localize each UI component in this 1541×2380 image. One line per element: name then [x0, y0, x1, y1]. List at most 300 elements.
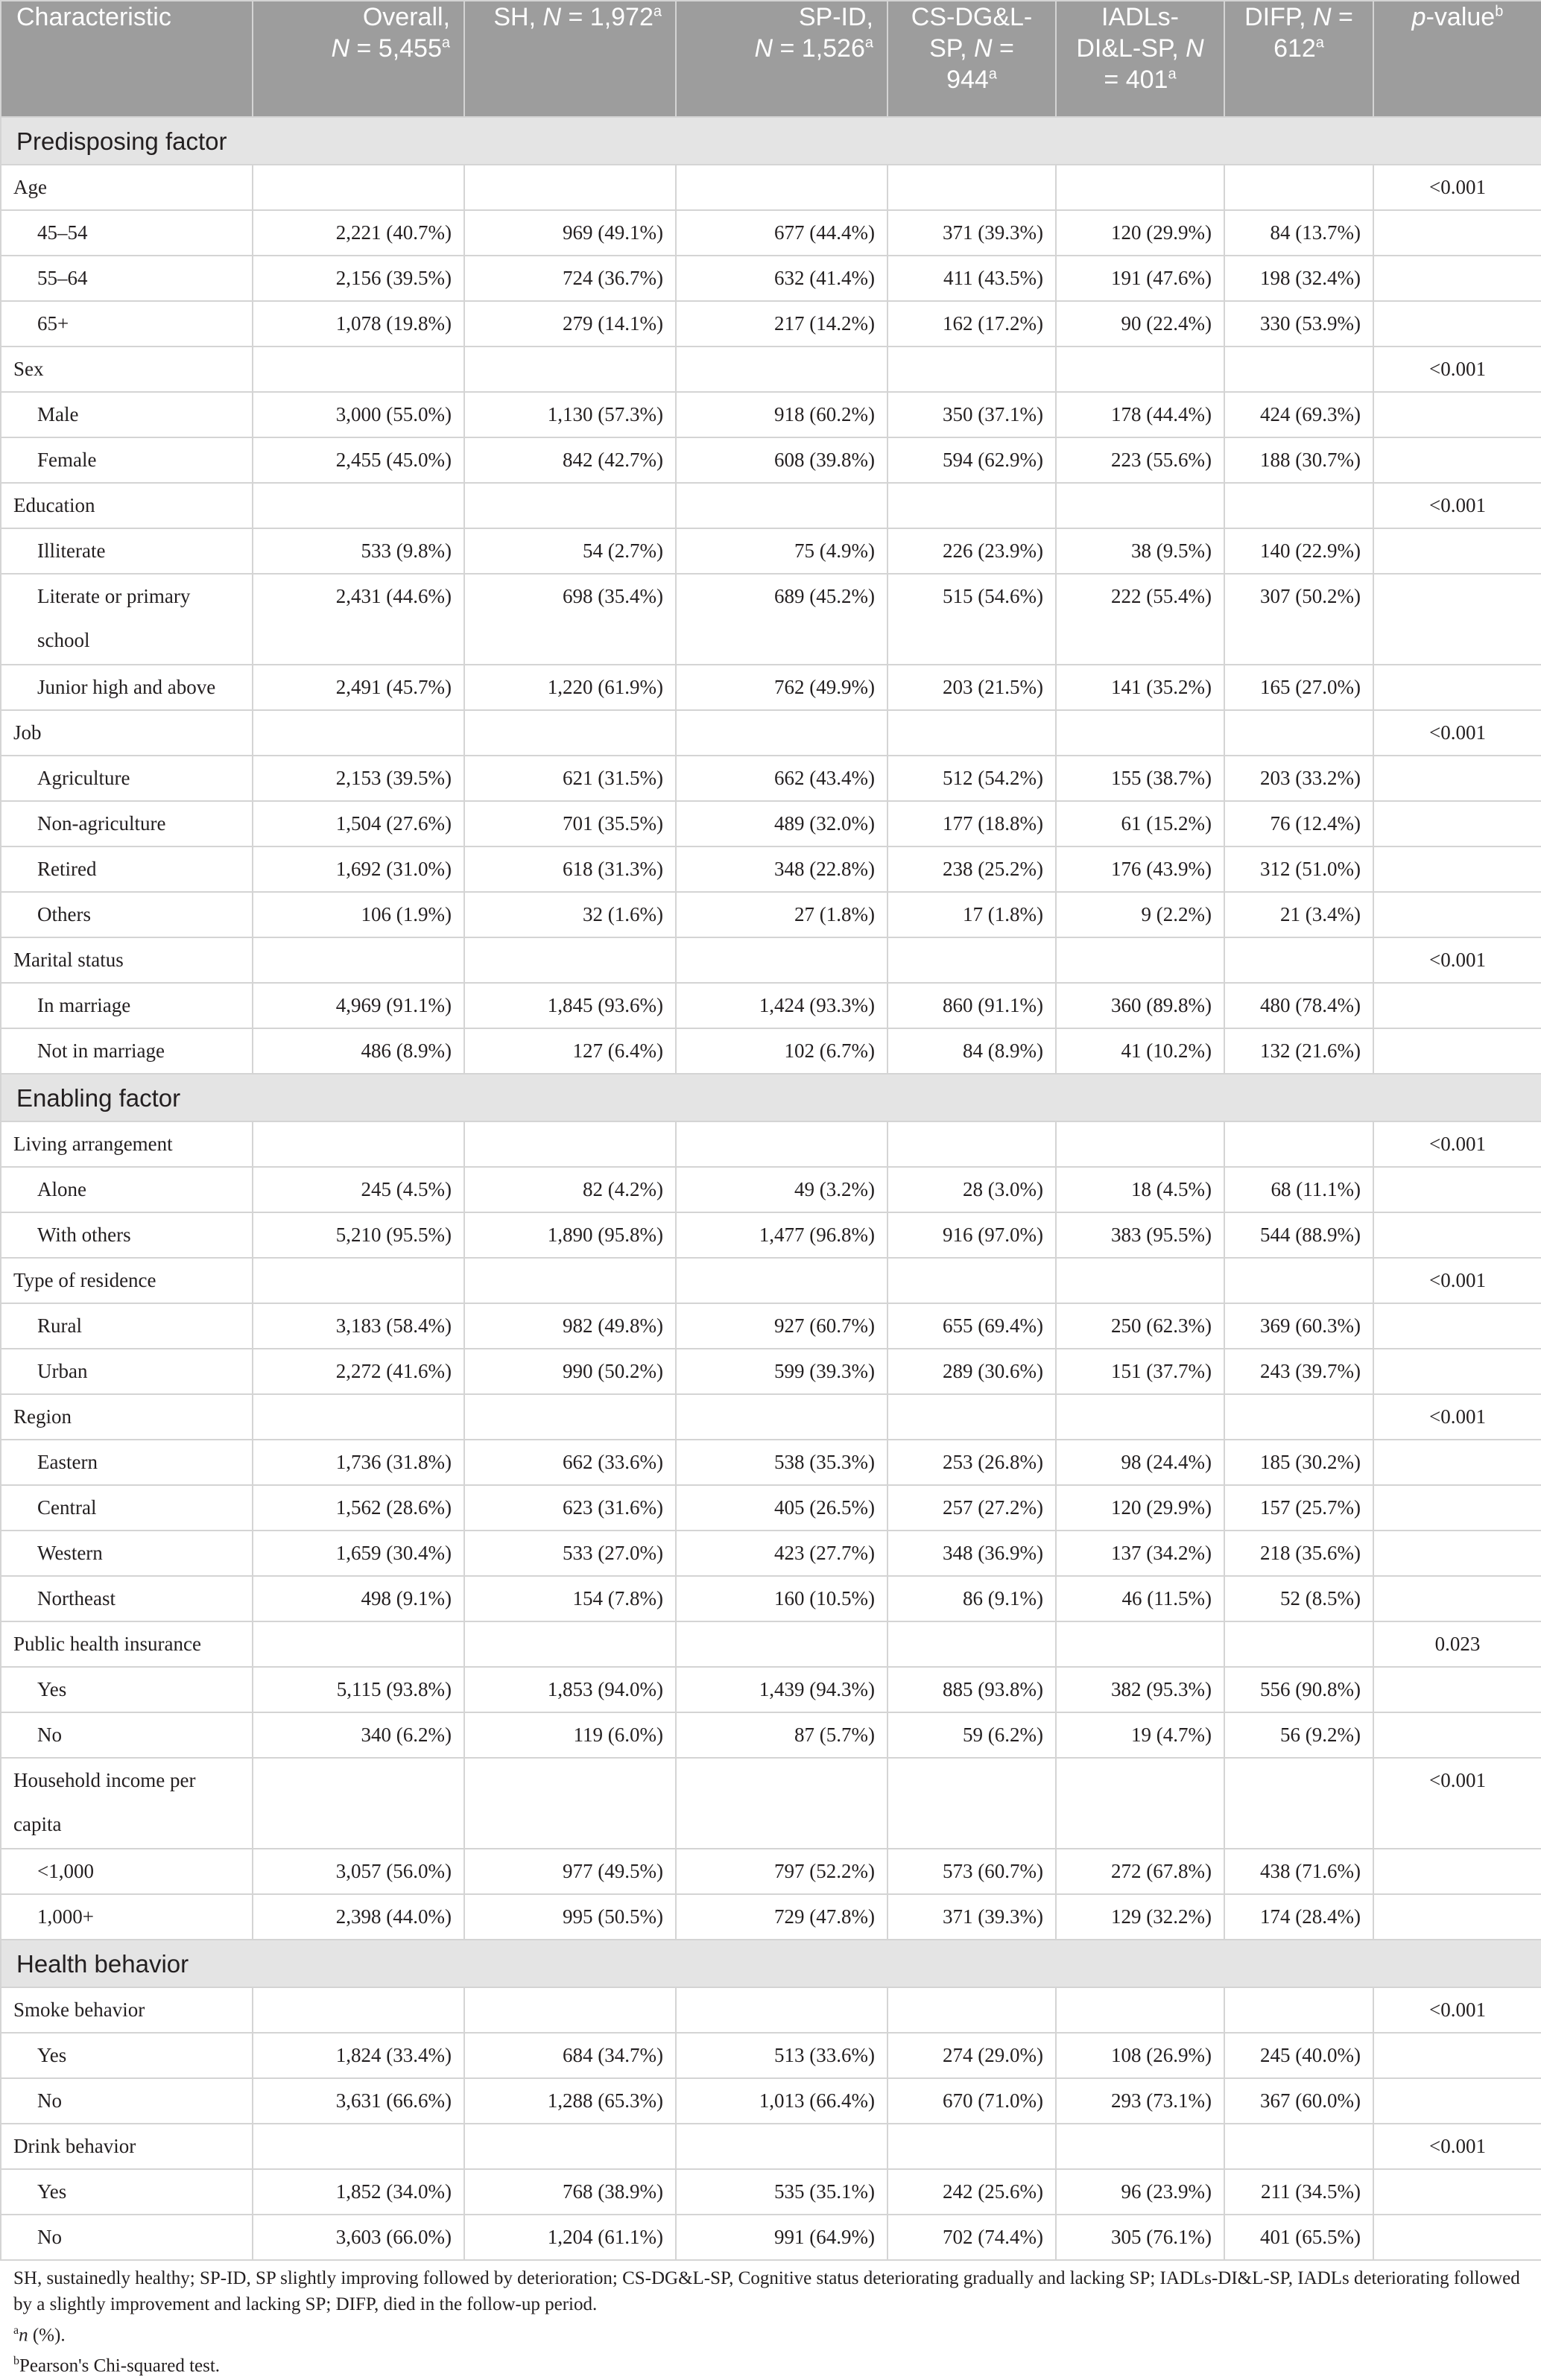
value-sp-id: 87 (5.7%) [676, 1712, 887, 1758]
p-value: <0.001 [1373, 483, 1541, 528]
value-sh: 154 (7.8%) [464, 1576, 676, 1621]
empty-cell [1373, 1712, 1541, 1758]
empty-cell [464, 1621, 676, 1667]
empty-cell [464, 1121, 676, 1167]
value-sh: 990 (50.2%) [464, 1349, 676, 1394]
value-difp: 185 (30.2%) [1224, 1440, 1373, 1485]
p-value: <0.001 [1373, 1121, 1541, 1167]
value-sp-id: 1,439 (94.3%) [676, 1667, 887, 1712]
col-header-sh: SH, N = 1,972$^a$ [464, 1, 676, 117]
empty-cell [1373, 756, 1541, 801]
variable-label: Marital status [1, 937, 253, 983]
value-cs-dgl-sp: 702 (74.4%) [887, 2215, 1056, 2260]
p-value: <0.001 [1373, 346, 1541, 392]
p-value: <0.001 [1373, 2124, 1541, 2169]
empty-cell [676, 165, 887, 210]
empty-cell [1373, 1028, 1541, 1074]
value-sh: 982 (49.8%) [464, 1303, 676, 1349]
table-row [1, 801, 1541, 846]
p-value: <0.001 [1373, 710, 1541, 756]
empty-cell [1056, 346, 1224, 392]
variable-label: Living arrangement [1, 1121, 253, 1167]
table-row [1, 1576, 1541, 1621]
empty-cell [1373, 665, 1541, 710]
value-cs-dgl-sp: 655 (69.4%) [887, 1303, 1056, 1349]
table-row [1, 346, 1541, 392]
category-label: No [1, 2215, 253, 2260]
variable-label: Job [1, 710, 253, 756]
empty-cell [1373, 574, 1541, 665]
value-iadls: 223 (55.6%) [1056, 437, 1224, 483]
value-iadls: 222 (55.4%) [1056, 574, 1224, 665]
table-row [1, 1394, 1541, 1440]
value-iadls: 360 (89.8%) [1056, 983, 1224, 1028]
value-sp-id: 927 (60.7%) [676, 1303, 887, 1349]
table-row [1, 937, 1541, 983]
empty-cell [887, 1394, 1056, 1440]
value-overall: 245 (4.5%) [253, 1167, 464, 1212]
table-header [1, 1, 1541, 117]
empty-cell [1224, 165, 1373, 210]
table-row [1, 1258, 1541, 1303]
value-iadls: 96 (23.9%) [1056, 2169, 1224, 2215]
category-label: Western [1, 1531, 253, 1576]
value-difp: 369 (60.3%) [1224, 1303, 1373, 1349]
empty-cell [1224, 2124, 1373, 2169]
section-title: Enabling factor [1, 1074, 1541, 1121]
empty-cell [253, 1987, 464, 2033]
value-overall: 5,210 (95.5%) [253, 1212, 464, 1258]
table-row [1, 2169, 1541, 2215]
value-cs-dgl-sp: 238 (25.2%) [887, 846, 1056, 892]
category-label: Retired [1, 846, 253, 892]
p-value: <0.001 [1373, 165, 1541, 210]
variable-label: Public health insurance [1, 1621, 253, 1667]
empty-cell [253, 165, 464, 210]
table-row [1, 1028, 1541, 1074]
table-row [1, 1440, 1541, 1485]
footnote-abbreviations: SH, sustainedly healthy; SP-ID, SP slightly improving followed by deterioration; CS-DG&L-SP, Cognitive status deteriorating gradually and lacking SP; IADLs-DI&L-SP, IADLs deteriorating followed by a slightly improvement and lacking SP; DIFP, died in the follow-up period. [13, 2268, 1520, 2314]
col-header-difp: DIFP, N = $612^a$ [1224, 1, 1373, 117]
value-iadls: 38 (9.5%) [1056, 528, 1224, 574]
table-row [1, 2033, 1541, 2078]
table-row [1, 165, 1541, 210]
category-label: Female [1, 437, 253, 483]
value-iadls: 305 (76.1%) [1056, 2215, 1224, 2260]
empty-cell [253, 483, 464, 528]
variable-label: Smoke behavior [1, 1987, 253, 2033]
table-row [1, 2215, 1541, 2260]
empty-cell [1056, 1258, 1224, 1303]
value-overall: 3,057 (56.0%) [253, 1849, 464, 1894]
category-label: Not in marriage [1, 1028, 253, 1074]
empty-cell [1373, 1440, 1541, 1485]
value-cs-dgl-sp: 253 (26.8%) [887, 1440, 1056, 1485]
empty-cell [1224, 1394, 1373, 1440]
empty-cell [676, 1621, 887, 1667]
table-row [1, 2078, 1541, 2124]
value-sh: 119 (6.0%) [464, 1712, 676, 1758]
value-iadls: 9 (2.2%) [1056, 892, 1224, 937]
value-iadls: 120 (29.9%) [1056, 210, 1224, 256]
value-overall: 2,455 (45.0%) [253, 437, 464, 483]
empty-cell [1056, 2124, 1224, 2169]
value-cs-dgl-sp: 177 (18.8%) [887, 801, 1056, 846]
category-label: Central [1, 1485, 253, 1531]
value-difp: 438 (71.6%) [1224, 1849, 1373, 1894]
section-title: Predisposing factor [1, 117, 1541, 165]
value-sp-id: 797 (52.2%) [676, 1849, 887, 1894]
value-difp: 84 (13.7%) [1224, 210, 1373, 256]
value-overall: 2,156 (39.5%) [253, 256, 464, 301]
value-sh: 54 (2.7%) [464, 528, 676, 574]
value-difp: 556 (90.8%) [1224, 1667, 1373, 1712]
value-difp: 367 (60.0%) [1224, 2078, 1373, 2124]
p-value: <0.001 [1373, 1987, 1541, 2033]
col-header-sp-id: SP-ID, N = 1,526$^a$ [676, 1, 887, 117]
category-label: Non-agriculture [1, 801, 253, 846]
empty-cell [887, 165, 1056, 210]
empty-cell [464, 165, 676, 210]
value-overall: 106 (1.9%) [253, 892, 464, 937]
value-sp-id: 489 (32.0%) [676, 801, 887, 846]
value-difp: 203 (33.2%) [1224, 756, 1373, 801]
table-row [1, 528, 1541, 574]
empty-cell [676, 1121, 887, 1167]
table-row [1, 1167, 1541, 1212]
value-sp-id: 729 (47.8%) [676, 1894, 887, 1940]
p-value: <0.001 [1373, 1758, 1541, 1849]
empty-cell [464, 2124, 676, 2169]
empty-cell [1373, 2033, 1541, 2078]
p-value: <0.001 [1373, 1258, 1541, 1303]
value-cs-dgl-sp: 59 (6.2%) [887, 1712, 1056, 1758]
empty-cell [887, 346, 1056, 392]
table-row [1, 1712, 1541, 1758]
value-overall: 4,969 (91.1%) [253, 983, 464, 1028]
value-iadls: 293 (73.1%) [1056, 2078, 1224, 2124]
empty-cell [253, 2124, 464, 2169]
value-overall: 3,000 (55.0%) [253, 392, 464, 437]
empty-cell [253, 1258, 464, 1303]
value-difp: 330 (53.9%) [1224, 301, 1373, 346]
value-cs-dgl-sp: 86 (9.1%) [887, 1576, 1056, 1621]
value-sh: 1,845 (93.6%) [464, 983, 676, 1028]
value-sh: 1,890 (95.8%) [464, 1212, 676, 1258]
variable-label: Household income per capita [1, 1758, 253, 1849]
value-sh: 995 (50.5%) [464, 1894, 676, 1940]
value-overall: 1,659 (30.4%) [253, 1531, 464, 1576]
value-overall: 2,153 (39.5%) [253, 756, 464, 801]
value-sh: 1,853 (94.0%) [464, 1667, 676, 1712]
value-sh: 32 (1.6%) [464, 892, 676, 937]
value-overall: 498 (9.1%) [253, 1576, 464, 1621]
empty-cell [1056, 483, 1224, 528]
value-sp-id: 538 (35.3%) [676, 1440, 887, 1485]
value-difp: 424 (69.3%) [1224, 392, 1373, 437]
empty-cell [1373, 1531, 1541, 1576]
table-row [1, 665, 1541, 710]
value-overall: 2,431 (44.6%) [253, 574, 464, 665]
value-sh: 698 (35.4%) [464, 574, 676, 665]
value-sp-id: 102 (6.7%) [676, 1028, 887, 1074]
value-difp: 312 (51.0%) [1224, 846, 1373, 892]
empty-cell [464, 710, 676, 756]
value-cs-dgl-sp: 371 (39.3%) [887, 210, 1056, 256]
value-sp-id: 160 (10.5%) [676, 1576, 887, 1621]
value-sh: 279 (14.1%) [464, 301, 676, 346]
category-label: Others [1, 892, 253, 937]
p-value: <0.001 [1373, 937, 1541, 983]
value-overall: 2,221 (40.7%) [253, 210, 464, 256]
value-difp: 198 (32.4%) [1224, 256, 1373, 301]
value-cs-dgl-sp: 28 (3.0%) [887, 1167, 1056, 1212]
value-cs-dgl-sp: 573 (60.7%) [887, 1849, 1056, 1894]
value-difp: 218 (35.6%) [1224, 1531, 1373, 1576]
value-sh: 701 (35.5%) [464, 801, 676, 846]
category-label: Alone [1, 1167, 253, 1212]
table-row [1, 1121, 1541, 1167]
empty-cell [1224, 1758, 1373, 1849]
value-sp-id: 75 (4.9%) [676, 528, 887, 574]
value-iadls: 120 (29.9%) [1056, 1485, 1224, 1531]
category-label: Junior high and above [1, 665, 253, 710]
value-sp-id: 423 (27.7%) [676, 1531, 887, 1576]
category-label: 45–54 [1, 210, 253, 256]
category-label: In marriage [1, 983, 253, 1028]
value-cs-dgl-sp: 348 (36.9%) [887, 1531, 1056, 1576]
table-row [1, 846, 1541, 892]
table-row [1, 1987, 1541, 2033]
table-row [1, 483, 1541, 528]
empty-cell [887, 710, 1056, 756]
value-difp: 76 (12.4%) [1224, 801, 1373, 846]
value-sp-id: 608 (39.8%) [676, 437, 887, 483]
empty-cell [1373, 301, 1541, 346]
category-label: No [1, 2078, 253, 2124]
table-row [1, 574, 1541, 665]
empty-cell [1224, 937, 1373, 983]
value-sp-id: 991 (64.9%) [676, 2215, 887, 2260]
value-cs-dgl-sp: 350 (37.1%) [887, 392, 1056, 437]
table-row [1, 437, 1541, 483]
value-overall: 3,603 (66.0%) [253, 2215, 464, 2260]
empty-cell [676, 1987, 887, 2033]
value-overall: 486 (8.9%) [253, 1028, 464, 1074]
col-header-characteristic: Characteristic [1, 1, 253, 117]
value-sp-id: 677 (44.4%) [676, 210, 887, 256]
table-row [1, 983, 1541, 1028]
value-overall: 2,491 (45.7%) [253, 665, 464, 710]
value-overall: 1,504 (27.6%) [253, 801, 464, 846]
category-label: With others [1, 1212, 253, 1258]
empty-cell [1224, 1258, 1373, 1303]
category-label: Eastern [1, 1440, 253, 1485]
empty-cell [1373, 1667, 1541, 1712]
empty-cell [676, 2124, 887, 2169]
empty-cell [1224, 346, 1373, 392]
table-row [1, 1621, 1541, 1667]
category-label: Male [1, 392, 253, 437]
value-difp: 480 (78.4%) [1224, 983, 1373, 1028]
value-difp: 174 (28.4%) [1224, 1894, 1373, 1940]
table-row [1, 2124, 1541, 2169]
value-iadls: 98 (24.4%) [1056, 1440, 1224, 1485]
empty-cell [1373, 2078, 1541, 2124]
empty-cell [464, 937, 676, 983]
value-difp: 307 (50.2%) [1224, 574, 1373, 665]
value-sh: 1,204 (61.1%) [464, 2215, 676, 2260]
empty-cell [1373, 2169, 1541, 2215]
value-iadls: 382 (95.3%) [1056, 1667, 1224, 1712]
value-overall: 5,115 (93.8%) [253, 1667, 464, 1712]
category-label: No [1, 1712, 253, 1758]
value-sp-id: 918 (60.2%) [676, 392, 887, 437]
value-cs-dgl-sp: 203 (21.5%) [887, 665, 1056, 710]
value-difp: 188 (30.7%) [1224, 437, 1373, 483]
value-difp: 56 (9.2%) [1224, 1712, 1373, 1758]
value-cs-dgl-sp: 242 (25.6%) [887, 2169, 1056, 2215]
empty-cell [887, 1987, 1056, 2033]
empty-cell [464, 483, 676, 528]
value-overall: 2,272 (41.6%) [253, 1349, 464, 1394]
empty-cell [676, 483, 887, 528]
empty-cell [464, 346, 676, 392]
value-difp: 544 (88.9%) [1224, 1212, 1373, 1258]
value-difp: 68 (11.1%) [1224, 1167, 1373, 1212]
value-sh: 842 (42.7%) [464, 437, 676, 483]
category-label: Yes [1, 1667, 253, 1712]
table-row [1, 1894, 1541, 1940]
footnote-b: $^b$Pearson's Chi-squared test. [13, 2355, 221, 2376]
value-sp-id: 348 (22.8%) [676, 846, 887, 892]
value-iadls: 18 (4.5%) [1056, 1167, 1224, 1212]
empty-cell [887, 1121, 1056, 1167]
value-sp-id: 1,424 (93.3%) [676, 983, 887, 1028]
variable-label: Sex [1, 346, 253, 392]
value-iadls: 61 (15.2%) [1056, 801, 1224, 846]
value-iadls: 108 (26.9%) [1056, 2033, 1224, 2078]
category-label: Yes [1, 2169, 253, 2215]
category-label: Northeast [1, 1576, 253, 1621]
value-difp: 52 (8.5%) [1224, 1576, 1373, 1621]
value-difp: 211 (34.5%) [1224, 2169, 1373, 2215]
footnote-a: $^a$n (%). [13, 2324, 66, 2346]
table-row [1, 301, 1541, 346]
value-sh: 82 (4.2%) [464, 1167, 676, 1212]
col-header-iadls: IADLs- DI&L-SP, N = $401^a$ [1056, 1, 1224, 117]
empty-cell [253, 1394, 464, 1440]
value-iadls: 178 (44.4%) [1056, 392, 1224, 437]
value-cs-dgl-sp: 257 (27.2%) [887, 1485, 1056, 1531]
value-sh: 1,130 (57.3%) [464, 392, 676, 437]
empty-cell [1224, 1987, 1373, 2033]
value-sh: 662 (33.6%) [464, 1440, 676, 1485]
value-sp-id: 27 (1.8%) [676, 892, 887, 937]
table-row [1, 1667, 1541, 1712]
value-cs-dgl-sp: 916 (97.0%) [887, 1212, 1056, 1258]
value-cs-dgl-sp: 860 (91.1%) [887, 983, 1056, 1028]
table-row [1, 892, 1541, 937]
empty-cell [1373, 392, 1541, 437]
empty-cell [887, 937, 1056, 983]
category-label: Rural [1, 1303, 253, 1349]
empty-cell [676, 346, 887, 392]
empty-cell [1373, 210, 1541, 256]
empty-cell [887, 1258, 1056, 1303]
value-cs-dgl-sp: 371 (39.3%) [887, 1894, 1056, 1940]
empty-cell [1056, 1758, 1224, 1849]
variable-label: Region [1, 1394, 253, 1440]
table-row [1, 1349, 1541, 1394]
section-title: Health behavior [1, 1940, 1541, 1987]
table-row [1, 1303, 1541, 1349]
empty-cell [1056, 937, 1224, 983]
col-header-cs-dgl-sp: CS-DG&L- SP, N = $944^a$ [887, 1, 1056, 117]
category-label: 65+ [1, 301, 253, 346]
value-sp-id: 513 (33.6%) [676, 2033, 887, 2078]
empty-cell [1056, 1621, 1224, 1667]
value-overall: 533 (9.8%) [253, 528, 464, 574]
value-cs-dgl-sp: 670 (71.0%) [887, 2078, 1056, 2124]
empty-cell [676, 937, 887, 983]
table-row [1, 1758, 1541, 1849]
empty-cell [464, 1258, 676, 1303]
value-iadls: 137 (34.2%) [1056, 1531, 1224, 1576]
category-label: Agriculture [1, 756, 253, 801]
value-sh: 621 (31.5%) [464, 756, 676, 801]
value-iadls: 191 (47.6%) [1056, 256, 1224, 301]
table-row [1, 1849, 1541, 1894]
value-overall: 1,692 (31.0%) [253, 846, 464, 892]
empty-cell [1373, 1349, 1541, 1394]
value-sp-id: 632 (41.4%) [676, 256, 887, 301]
value-sp-id: 599 (39.3%) [676, 1349, 887, 1394]
value-sh: 623 (31.6%) [464, 1485, 676, 1531]
value-sp-id: 49 (3.2%) [676, 1167, 887, 1212]
empty-cell [1373, 892, 1541, 937]
value-sh: 1,288 (65.3%) [464, 2078, 676, 2124]
value-cs-dgl-sp: 594 (62.9%) [887, 437, 1056, 483]
p-value: <0.001 [1373, 1394, 1541, 1440]
value-difp: 401 (65.5%) [1224, 2215, 1373, 2260]
value-sh: 724 (36.7%) [464, 256, 676, 301]
value-iadls: 90 (22.4%) [1056, 301, 1224, 346]
value-sh: 127 (6.4%) [464, 1028, 676, 1074]
value-sh: 1,220 (61.9%) [464, 665, 676, 710]
value-cs-dgl-sp: 84 (8.9%) [887, 1028, 1056, 1074]
value-sp-id: 1,477 (96.8%) [676, 1212, 887, 1258]
value-sp-id: 405 (26.5%) [676, 1485, 887, 1531]
value-overall: 3,631 (66.6%) [253, 2078, 464, 2124]
value-cs-dgl-sp: 885 (93.8%) [887, 1667, 1056, 1712]
value-cs-dgl-sp: 512 (54.2%) [887, 756, 1056, 801]
value-iadls: 141 (35.2%) [1056, 665, 1224, 710]
value-difp: 243 (39.7%) [1224, 1349, 1373, 1394]
value-cs-dgl-sp: 289 (30.6%) [887, 1349, 1056, 1394]
empty-cell [253, 710, 464, 756]
empty-cell [1056, 1121, 1224, 1167]
value-sp-id: 689 (45.2%) [676, 574, 887, 665]
category-label: Illiterate [1, 528, 253, 574]
empty-cell [676, 1258, 887, 1303]
empty-cell [1224, 710, 1373, 756]
value-difp: 140 (22.9%) [1224, 528, 1373, 574]
empty-cell [1224, 1621, 1373, 1667]
empty-cell [887, 2124, 1056, 2169]
value-difp: 157 (25.7%) [1224, 1485, 1373, 1531]
table-body [1, 117, 1541, 2260]
